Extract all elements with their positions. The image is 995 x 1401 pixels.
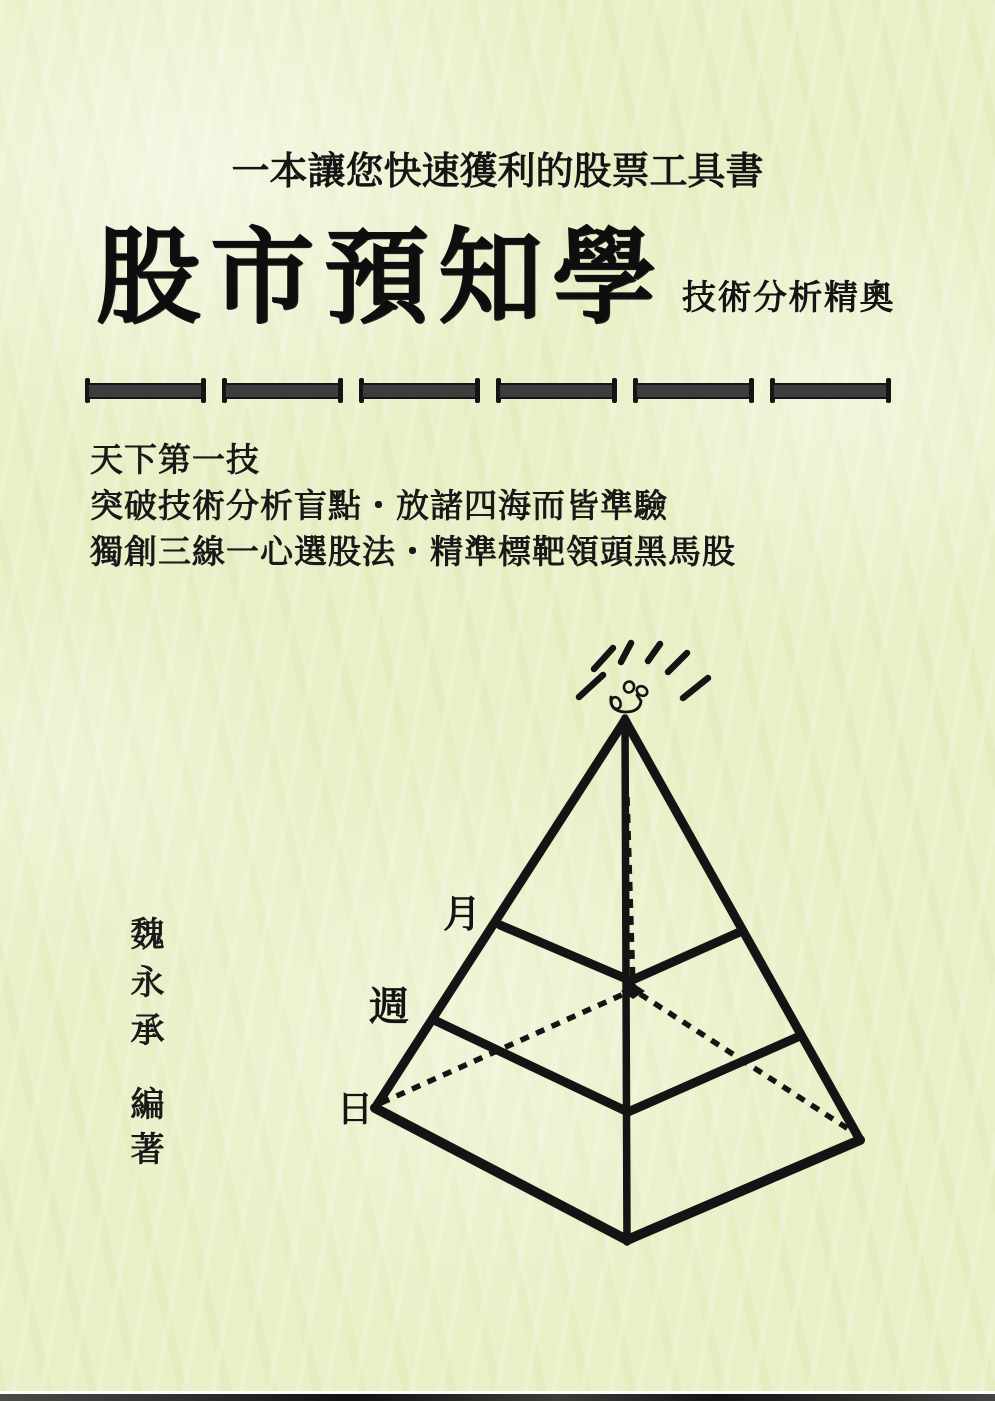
divider-bar bbox=[633, 378, 754, 403]
title-row bbox=[96, 220, 896, 336]
slogan-line-3: 獨創三線一心選股法・精準標靶領頭黑馬股 bbox=[90, 533, 736, 570]
author-block bbox=[120, 916, 169, 1176]
divider-bars bbox=[85, 378, 891, 403]
divider-bar-body bbox=[224, 383, 341, 399]
divider-bar-body bbox=[87, 383, 204, 399]
author-name: 魏永承 bbox=[125, 916, 163, 1060]
divider-bar bbox=[496, 378, 617, 403]
divider-bar-body bbox=[498, 383, 615, 399]
apex-symbol-text bbox=[605, 680, 651, 716]
slogan-block bbox=[90, 437, 736, 575]
tagline-text: 一本讓您快速獲利的股票工具書 bbox=[231, 151, 764, 193]
pyramid-hidden-edges bbox=[381, 797, 853, 1132]
label-week: 週 bbox=[369, 985, 409, 1029]
label-day: 日 bbox=[337, 1088, 374, 1129]
apex-joint bbox=[620, 717, 631, 728]
slogan-line-1: 天下第一技 bbox=[90, 441, 260, 478]
divider-bar bbox=[359, 378, 480, 403]
divider-bar-body bbox=[772, 383, 889, 399]
pyramid-edges bbox=[375, 718, 860, 1242]
book-title: 股市預知學 bbox=[96, 220, 667, 336]
divider-bar-body bbox=[361, 383, 478, 399]
label-month: 月 bbox=[443, 894, 482, 936]
week-level-line bbox=[434, 1020, 800, 1112]
divider-bar-body bbox=[635, 383, 752, 399]
slogan-line-2: 突破技術分析盲點・放諸四海而皆準驗 bbox=[90, 487, 668, 524]
divider-bar bbox=[85, 378, 206, 403]
month-level-line bbox=[500, 925, 742, 981]
author-role: 編著 bbox=[125, 1086, 163, 1176]
divider-bar bbox=[222, 378, 343, 403]
scan-bottom-edge bbox=[0, 1394, 995, 1401]
divider-bar bbox=[770, 378, 891, 403]
book-subtitle: 技術分析精奧 bbox=[682, 279, 896, 318]
